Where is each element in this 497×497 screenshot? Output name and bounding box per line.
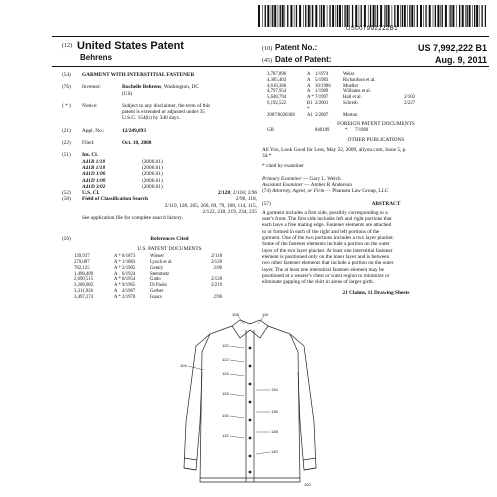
intcl-class: A41D 1/00 xyxy=(82,177,106,184)
appl-field xyxy=(62,128,257,134)
ref-name: Hall et al. xyxy=(343,95,362,101)
ref-kind: B1 * xyxy=(307,100,313,112)
uscl-value: 2/128 xyxy=(218,190,231,197)
fig-label-140: 140 xyxy=(271,449,278,454)
barcode-image xyxy=(258,5,486,27)
ref-class: 2/219 xyxy=(211,283,222,289)
notice-line: U.S.C. 154(b) by 340 days. xyxy=(122,115,180,122)
ref-number: 4,616,366 xyxy=(267,83,287,89)
code-10: (10) xyxy=(262,46,272,52)
ref-class: 2/102 xyxy=(404,95,415,101)
ref-number: 139,937 xyxy=(74,254,90,260)
ref-name: Wiener xyxy=(150,254,164,260)
foreign-date: 7/1960 xyxy=(355,127,369,133)
filed-label: Filed: xyxy=(82,140,95,147)
fig-label-136: 136 xyxy=(271,409,278,414)
abstract-line: element is positioned only on the inner layer and is between xyxy=(262,253,390,260)
fig-label-110: 110 xyxy=(262,312,269,317)
right-refs-list xyxy=(262,72,490,118)
foreign-number: 840189 xyxy=(315,127,330,133)
filed-date: Oct. 10, 2008 xyxy=(122,140,152,147)
fig-label-120: 120 xyxy=(222,343,229,348)
top-rule xyxy=(52,36,489,37)
right-cuff xyxy=(303,458,316,470)
ref-number: 4,385,403 xyxy=(267,77,287,83)
patent-number: US 7,992,222 B1 xyxy=(417,43,487,53)
ref-class: 2/118 xyxy=(211,254,222,260)
foreign-row xyxy=(262,128,490,134)
other-pubs xyxy=(262,147,490,160)
field-note: See application file for complete search history. xyxy=(82,215,183,222)
ref-name: Di Paolo xyxy=(150,283,167,289)
barcode-number: US007992222B1 xyxy=(345,26,399,32)
code-76: (76) xyxy=(62,84,71,91)
appl-number: 12/249,893 xyxy=(122,127,146,134)
ref-number: 3,497,274 xyxy=(74,294,94,300)
notice-line: patent is extended or adjusted under 35 xyxy=(122,109,205,116)
code-57: (57) xyxy=(262,200,271,207)
ref-name: Isaacs xyxy=(150,294,162,300)
other-pub-line: All You, Look Good for Less, May 22, 2009, allyou.com, Issue 5, p. xyxy=(262,146,407,153)
fig-label-138: 138 xyxy=(271,429,278,434)
patent-date: Aug. 9, 2011 xyxy=(434,55,487,65)
ref-kind: A1 xyxy=(307,112,313,118)
ref-date: 1/1974 xyxy=(315,72,329,77)
appl-label: Appl. No.: xyxy=(82,127,105,134)
foreign-star: * xyxy=(345,127,348,133)
left-refs-list xyxy=(62,254,257,300)
ref-name: Lynch et al. xyxy=(150,260,173,266)
code-45: (45) xyxy=(262,58,272,64)
ref-date: 2/1970 xyxy=(122,294,136,300)
buttons xyxy=(249,347,252,474)
ref-number: 270,087 xyxy=(74,260,90,266)
shirt-drawing xyxy=(180,312,320,492)
fig-label-130: 130 xyxy=(222,413,229,418)
intcl-class: A41B 1/18 xyxy=(82,158,106,165)
field-label: Field of Classification Search xyxy=(82,196,148,203)
ref-kind: A xyxy=(307,72,311,77)
reference-row xyxy=(267,101,490,113)
abstract-line: positioned at a wearer's chest or waist region to minimize or xyxy=(262,272,390,279)
code-notice: ( * ) xyxy=(62,102,71,109)
ref-date: 1/1883 xyxy=(122,260,136,266)
code-22: (22) xyxy=(62,140,71,147)
ref-kind: A * xyxy=(307,95,314,101)
ref-date: 1/1989 xyxy=(315,89,329,95)
fig-label-126: 126 xyxy=(222,391,229,396)
abstract-line: user's front. The first side includes left and right portions that xyxy=(262,216,392,223)
ref-number: 3,208,082 xyxy=(74,283,94,289)
patent-type-heading xyxy=(62,40,184,52)
ref-kind: A * xyxy=(114,283,121,289)
ref-kind: A * xyxy=(114,254,121,260)
other-pub-line: 34.* xyxy=(262,153,272,160)
ref-number: 782,125 xyxy=(74,265,90,271)
ref-name: Gerber xyxy=(150,289,164,295)
ref-date: 5/1983 xyxy=(315,77,329,83)
abstract-text xyxy=(262,210,490,286)
inventor-short-name: Behrens xyxy=(80,53,113,62)
ref-kind: A xyxy=(307,89,311,95)
notice-field xyxy=(62,103,257,122)
code-51: (51) xyxy=(62,152,71,159)
code-12: (12) xyxy=(62,43,72,50)
ref-number: 3,311,926 xyxy=(74,289,94,295)
code-56: (56) xyxy=(62,235,71,242)
patent-type-title: United States Patent xyxy=(77,40,184,52)
ref-date: 2/1905 xyxy=(122,265,136,271)
ref-name: Gentry xyxy=(150,265,164,271)
ref-kind: A * xyxy=(114,265,121,271)
foreign-title: FOREIGN PATENT DOCUMENTS xyxy=(337,121,415,128)
ref-number: 2007/0028368 xyxy=(267,112,295,118)
abstract-line: Some of the fastener elements include a portion on the outer xyxy=(262,241,390,248)
intcl-version: (2006.01) xyxy=(142,164,163,171)
field-line: 2/119, 128, 265, 266, 69, 79, 108, 114, 115, xyxy=(164,202,257,209)
ref-number: 1,498,489 xyxy=(74,271,94,277)
intcl-class: A41D 3/02 xyxy=(82,183,106,190)
assistant-label: Assistant Examiner xyxy=(262,181,304,188)
ref-number: 2,690,515 xyxy=(74,277,94,283)
code-52: (52) xyxy=(62,190,71,197)
intcl-version: (2006.01) xyxy=(142,177,163,184)
reference-row xyxy=(267,113,490,119)
ref-kind: A xyxy=(114,289,118,295)
code-58: (58) xyxy=(62,196,71,203)
fig-label-134: 134 xyxy=(271,387,278,392)
uscl-label: U.S. Cl. xyxy=(82,190,100,197)
ref-class: 2/128 xyxy=(211,277,222,283)
ref-name: Williams et al. xyxy=(343,89,371,95)
uscl-rest: ; 2/118; 2/96 xyxy=(230,190,257,197)
abstract-title: ABSTRACT xyxy=(371,200,401,207)
abstract-line: layer. The at least one interstitial fastener element may be xyxy=(262,266,384,273)
field-search xyxy=(62,196,257,221)
fig-label-104: 104 xyxy=(180,363,187,368)
ref-kind: A * xyxy=(114,277,121,283)
ref-name: Weiss xyxy=(343,72,355,77)
refs-heading xyxy=(62,236,257,242)
refs-subtitle: U.S. PATENT DOCUMENTS xyxy=(137,245,202,252)
ref-kind: A xyxy=(307,77,311,83)
assistant-name: — Amber R Anderson xyxy=(303,181,352,188)
ref-date: 2/2001 xyxy=(315,100,329,106)
patent-number-row xyxy=(262,43,492,52)
claims-summary: 21 Claims, 11 Drawing Sheets xyxy=(342,290,410,297)
field-line: 2/96, 118, xyxy=(235,196,257,203)
title-field xyxy=(62,72,257,78)
ref-class: 2/96 xyxy=(213,265,222,271)
ref-class: 2/227 xyxy=(404,100,415,106)
refs-title: References Cited xyxy=(150,235,189,242)
intcl-version: (2006.01) xyxy=(142,158,163,165)
primary-label: Primary Examiner xyxy=(262,175,302,182)
notice-label: Notice: xyxy=(82,102,98,109)
leader-lines xyxy=(188,316,270,454)
ref-number: 5,648,794 xyxy=(267,95,287,101)
ref-class: 2/96 xyxy=(213,294,222,300)
patent-number-label: Patent No.: xyxy=(275,43,318,52)
inventor-country: (US) xyxy=(122,90,133,97)
intcl-field xyxy=(62,152,257,190)
ref-class: 2/128 xyxy=(211,260,222,266)
intcl-label: Int. Cl. xyxy=(82,152,99,159)
ref-class xyxy=(393,113,415,119)
invention-title: GARMENT WITH INTERSTITIAL FASTENER xyxy=(82,72,195,78)
ref-date: 10/1986 xyxy=(315,83,331,89)
ref-date: 6/1924 xyxy=(122,271,136,277)
patent-date-label: Date of Patent: xyxy=(275,55,332,64)
intcl-version: (2006.01) xyxy=(142,171,163,178)
intcl-version: (2006.01) xyxy=(142,183,163,190)
ref-number: 6,192,522 xyxy=(267,100,287,106)
ref-number: 4,797,954 xyxy=(267,89,287,95)
abstract-line: eliminate gapping of the shirt in areas of larger girth. xyxy=(262,279,374,286)
fig-label-132: 132 xyxy=(222,433,229,438)
other-pubs-title: OTHER PUBLICATIONS xyxy=(347,137,405,144)
right-column xyxy=(262,72,490,297)
field-line: 2/122, 218, 219, 234, 235 xyxy=(202,209,257,216)
intcl-list xyxy=(82,159,163,190)
ref-date: 4/1967 xyxy=(122,289,136,295)
left-column xyxy=(62,72,257,301)
fig-label-108: 108 xyxy=(232,312,239,317)
code-21: (21) xyxy=(62,127,71,134)
left-cuff xyxy=(184,458,197,470)
placket xyxy=(246,330,254,482)
abstract-line: garment. One of the two portions includes a two layer placket. xyxy=(262,235,395,242)
abstract-heading xyxy=(262,201,490,207)
ref-name: Schreib xyxy=(343,100,358,106)
cited-note: * cited by examiner xyxy=(262,163,304,170)
ref-kind: A xyxy=(114,271,118,277)
inventor-location: , Washington, DC xyxy=(161,84,199,91)
abstract-line: each have a free mating edge. Fastener elements are attached xyxy=(262,222,392,229)
ref-name: Morton xyxy=(343,112,358,118)
abstract-line: to or formed in each of the right and left portions of the xyxy=(262,228,380,235)
collar xyxy=(232,320,268,338)
right-sleeve xyxy=(290,334,316,470)
ref-name: Stemmetz xyxy=(150,271,170,277)
ref-name: Mueller xyxy=(343,83,359,89)
ref-date: 9/1965 xyxy=(122,283,136,289)
fig-label-124: 124 xyxy=(222,371,229,376)
attorney xyxy=(262,188,490,194)
ref-kind: A xyxy=(307,83,311,89)
attorney-name: — Phanuea Law Group, LLC xyxy=(324,188,389,195)
ref-kind: A * xyxy=(114,294,121,300)
ref-date: 6/1873 xyxy=(122,254,136,260)
foreign-country: GB xyxy=(267,127,274,133)
inventor-label: Inventor: xyxy=(82,84,102,91)
ref-number: 3,787,896 xyxy=(267,72,287,77)
patent-date-row xyxy=(262,55,492,64)
primary-name: — Gary L. Welch xyxy=(301,175,341,182)
fig-label-100: 100 xyxy=(304,482,311,487)
ref-name: Gatto xyxy=(150,277,161,283)
reference-row xyxy=(74,295,257,301)
ref-date: 2/2007 xyxy=(315,112,329,118)
inventor-field xyxy=(62,84,257,97)
code-54: (54) xyxy=(62,72,71,78)
header-rule xyxy=(52,66,489,67)
abstract-line: layer of the two layer placket. At least one interstitial fastener xyxy=(262,247,393,254)
filed-field xyxy=(62,140,257,146)
ref-name: Richardson et al. xyxy=(343,77,376,83)
intcl-class: A41B 1/18 xyxy=(82,164,106,171)
ref-date: 7/1997 xyxy=(315,95,329,101)
ref-date: 8/1954 xyxy=(122,277,136,283)
fig-label-122: 122 xyxy=(222,357,229,362)
intcl-class: A41D 1/00 xyxy=(82,171,106,178)
left-sleeve xyxy=(184,334,210,470)
abstract-line: two other fastener elements that include a portion on the outer xyxy=(262,260,394,267)
notice-line: Subject to any disclaimer, the term of this xyxy=(122,102,211,109)
attorney-label: Attorney, Agent, or Firm xyxy=(272,188,325,195)
code-74: (74) xyxy=(262,188,271,195)
ref-kind: A * xyxy=(114,260,121,266)
inventor-name: Rochelle Behrens xyxy=(122,84,162,91)
abstract-line: A garment includes a first side, possibly corresponding to a xyxy=(262,209,388,216)
